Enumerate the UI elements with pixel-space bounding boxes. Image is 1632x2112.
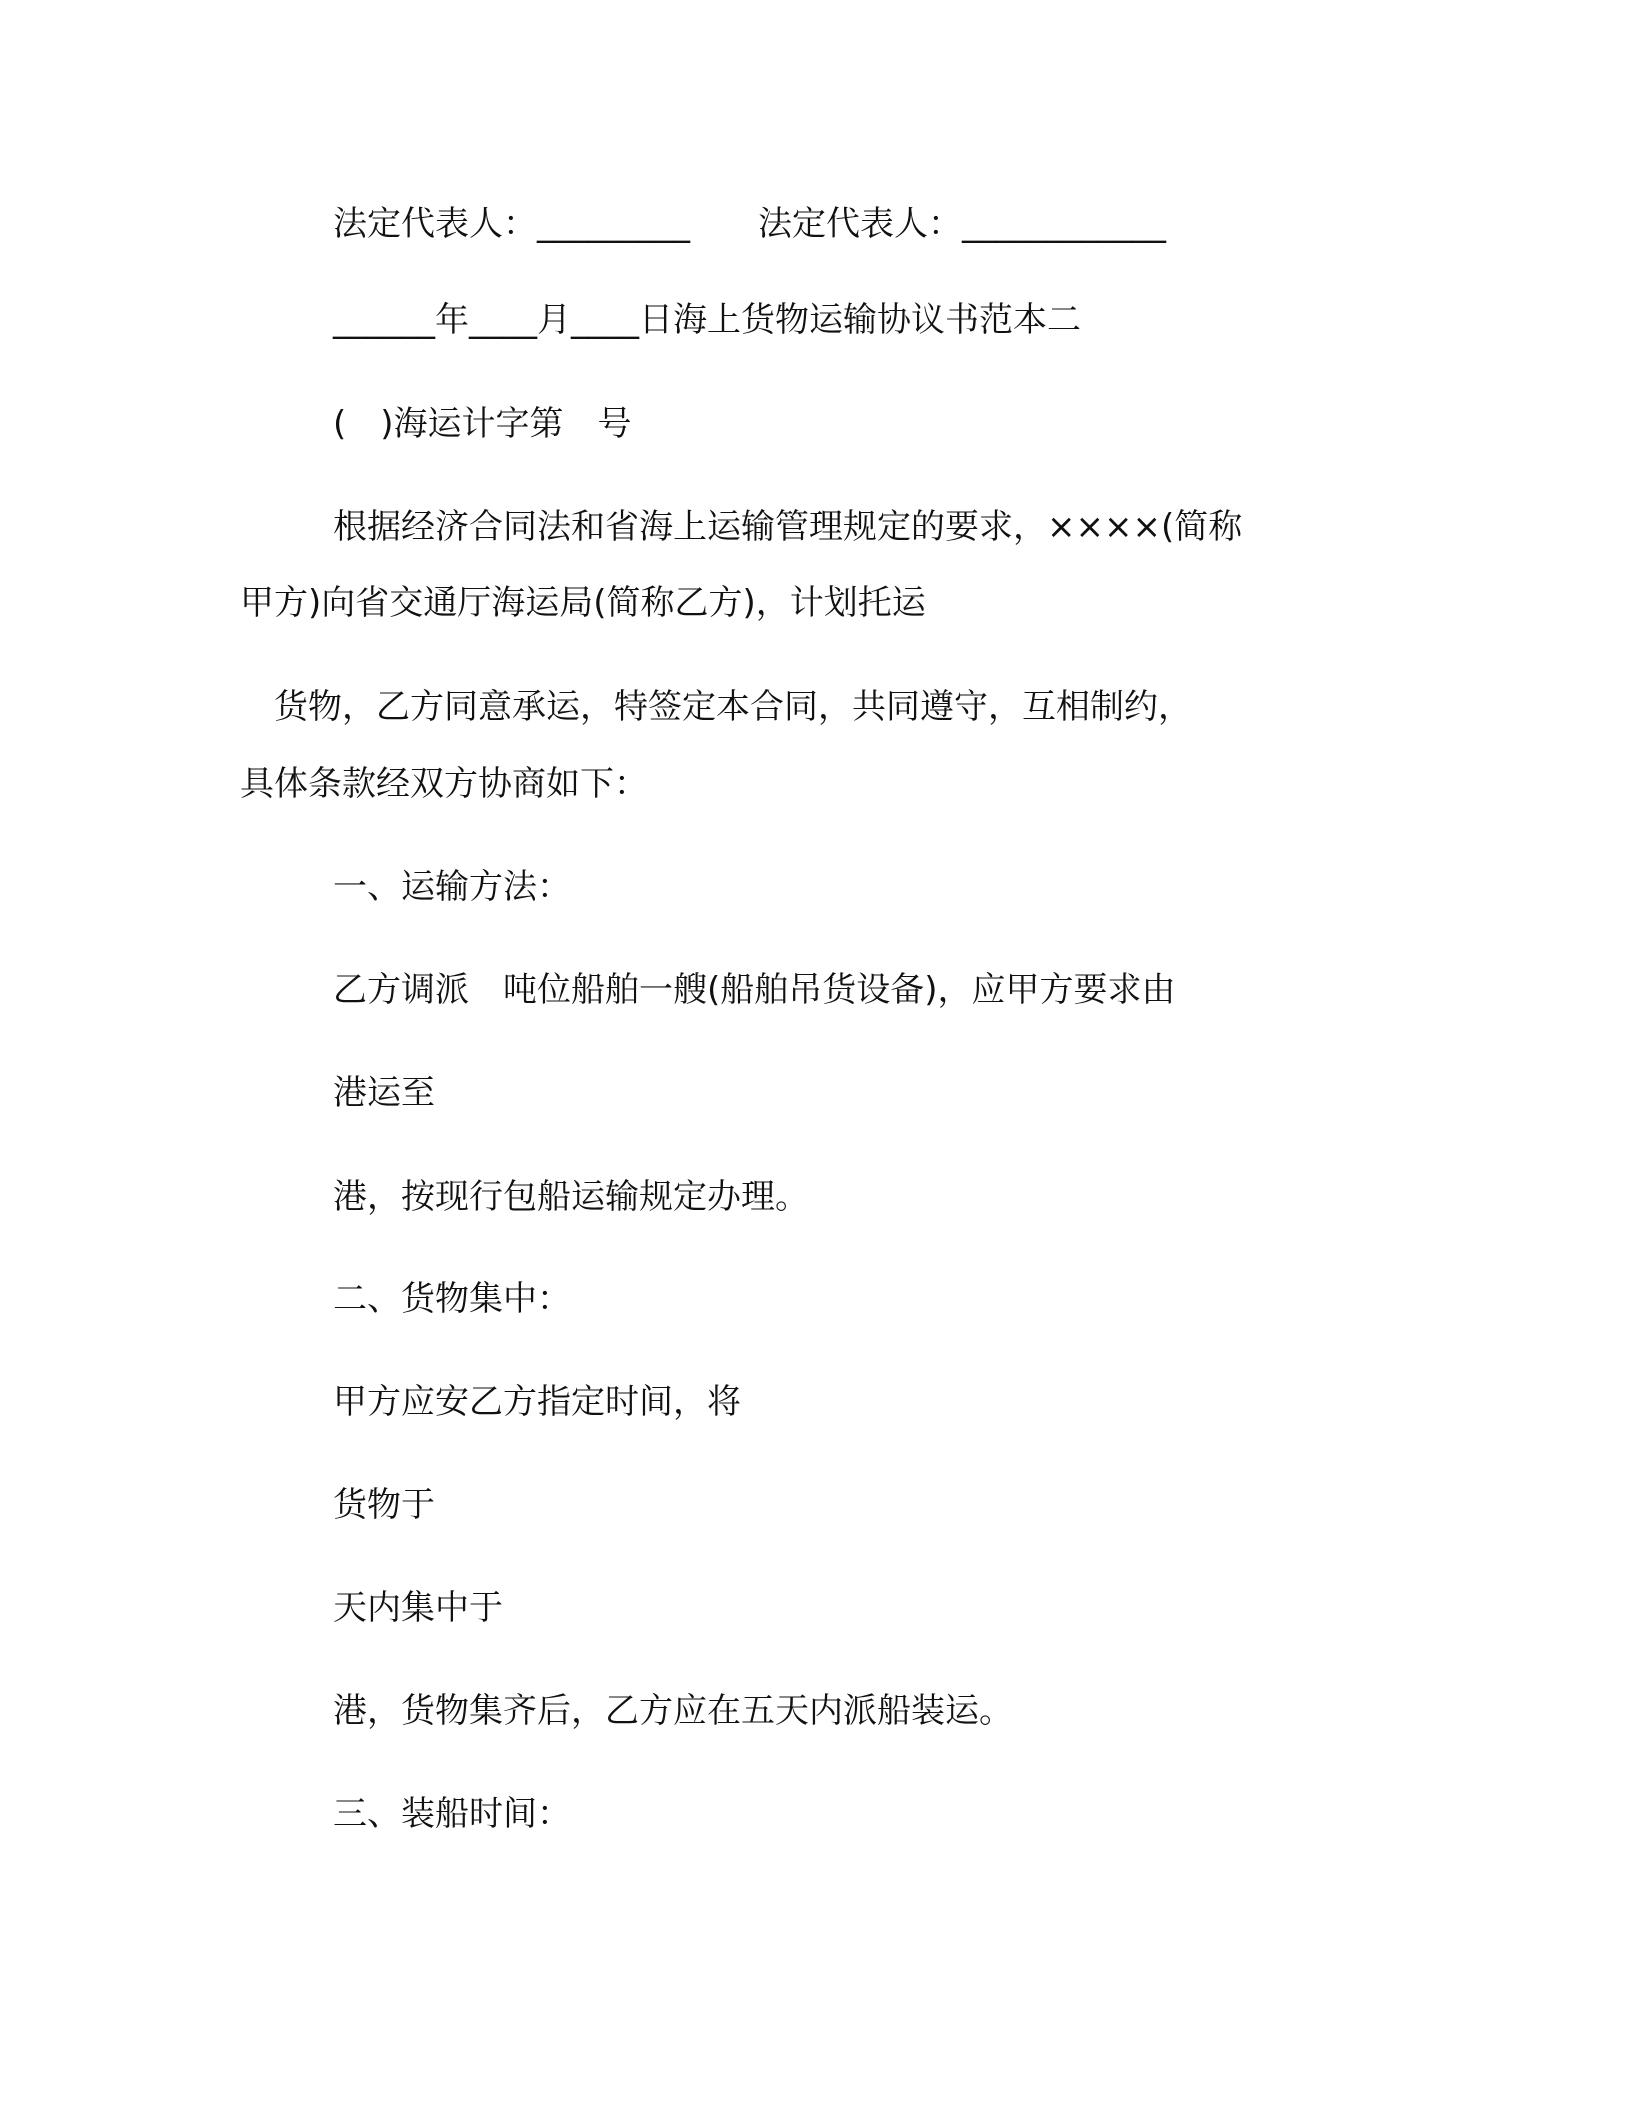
paragraph-line: 甲方应安乙方指定时间，将: [333, 1382, 741, 1422]
section-heading: 二、货物集中：: [333, 1279, 571, 1319]
paragraph-line: 根据经济合同法和省海上运输管理规定的要求，××××(简称: [333, 507, 1243, 547]
paragraph-line: 港，按现行包船运输规定办理。: [333, 1177, 809, 1217]
contract-number-line: ( )海运计字第 号: [333, 404, 632, 444]
paragraph-line: 货物于: [333, 1485, 435, 1525]
paragraph-line: 乙方调派 吨位船舶一艘(船舶吊货设备)，应甲方要求由: [333, 970, 1176, 1010]
paragraph-line: 天内集中于: [333, 1588, 503, 1628]
date-title-line: ______年____月____日海上货物运输协议书范本二: [333, 300, 1081, 340]
section-heading: 一、运输方法：: [333, 867, 571, 907]
section-heading: 三、装船时间：: [333, 1794, 571, 1834]
paragraph-line: 货物，乙方同意承运，特签定本合同，共同遵守，互相制约，: [240, 687, 1192, 727]
paragraph-line: 甲方)向省交通厅海运局(简称乙方)，计划托运: [240, 583, 926, 623]
signature-line: 法定代表人：_________ 法定代表人：____________: [333, 204, 1166, 244]
paragraph-line: 具体条款经双方协商如下：: [240, 764, 648, 804]
paragraph-line: 港，货物集齐后，乙方应在五天内派船装运。: [333, 1691, 1013, 1731]
paragraph-line: 港运至: [333, 1073, 435, 1113]
